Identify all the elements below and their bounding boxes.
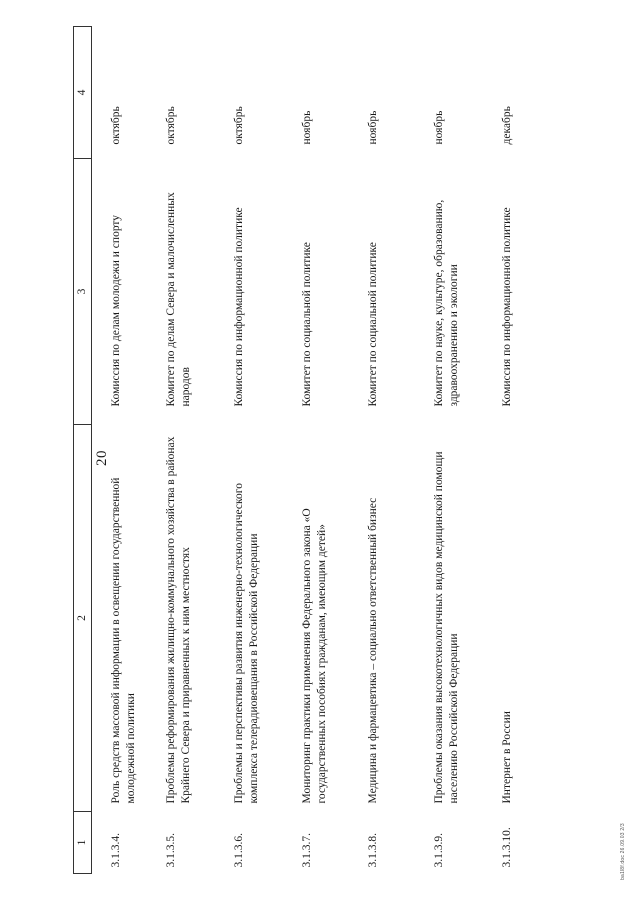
column-header-4: 4 [74, 27, 92, 159]
page-number: 20 [94, 450, 110, 466]
item-topic: Проблемы и перспективы развития инженерно-технологического комплекса телерадиовещания в Российской Федерации [232, 483, 260, 804]
item-responsible: Комитет по социальной политике [300, 242, 313, 407]
table-row [432, 27, 500, 874]
item-month: ноябрь [366, 110, 379, 145]
item-responsible: Комитет по науке, культуре, образованию, здравоохранению и экологии [432, 199, 460, 407]
item-responsible: Комиссия по информационной политике [500, 207, 513, 407]
column-header-3: 3 [74, 159, 92, 425]
table-header-row [74, 27, 92, 874]
item-topic: Проблемы реформирования жилищно-коммунального хозяйства в районах Крайнего Севера и приравненных к ним местностях [164, 436, 192, 804]
item-month: октябрь [110, 106, 123, 145]
item-month: ноябрь [300, 110, 313, 145]
column-header-2: 2 [74, 425, 92, 812]
item-responsible: Комитет по делам Севера и малочисленных народов [164, 192, 192, 407]
item-month: октябрь [164, 106, 177, 145]
item-responsible: Комиссия по делам молодежи и спорту [110, 214, 123, 407]
item-topic: Роль средств массовой информации в освещении государственной молодежной политики [110, 477, 138, 804]
item-month: октябрь [232, 106, 245, 145]
item-topic: Медицина и фармацевтика – социально ответственный бизнес [366, 497, 379, 804]
table-row [366, 27, 432, 874]
item-number: 3.1.3.7. [300, 833, 313, 868]
item-number: 3.1.3.6. [232, 833, 245, 868]
item-topic: Проблемы оказания высокотехнологичных видов медицинской помощи населению Российской Федерации [432, 451, 460, 804]
item-topic: Интернет в России [500, 711, 513, 804]
table-row [164, 27, 232, 874]
footer-file-code: ba1l8f.doc 26.09.03 2/3 [620, 823, 626, 880]
table-row [232, 27, 300, 874]
plan-table [73, 26, 566, 874]
item-number: 3.1.3.9. [432, 833, 445, 868]
table-row [300, 27, 366, 874]
table-row [92, 27, 164, 874]
column-header-1: 1 [74, 812, 92, 874]
item-number: 3.1.3.5. [164, 833, 177, 868]
item-responsible: Комитет по социальной политике [366, 242, 379, 407]
item-topic: Мониторинг практики применения Федерального закона «О государственных пособиях гражданам, имеющим детей» [300, 508, 328, 804]
item-responsible: Комиссия по информационной политике [232, 207, 245, 407]
item-number: 3.1.3.10. [500, 827, 513, 868]
item-month: декабрь [500, 106, 513, 145]
item-number: 3.1.3.4. [110, 833, 123, 868]
item-month: ноябрь [432, 110, 445, 145]
item-number: 3.1.3.8. [366, 833, 379, 868]
table-row [500, 27, 566, 874]
